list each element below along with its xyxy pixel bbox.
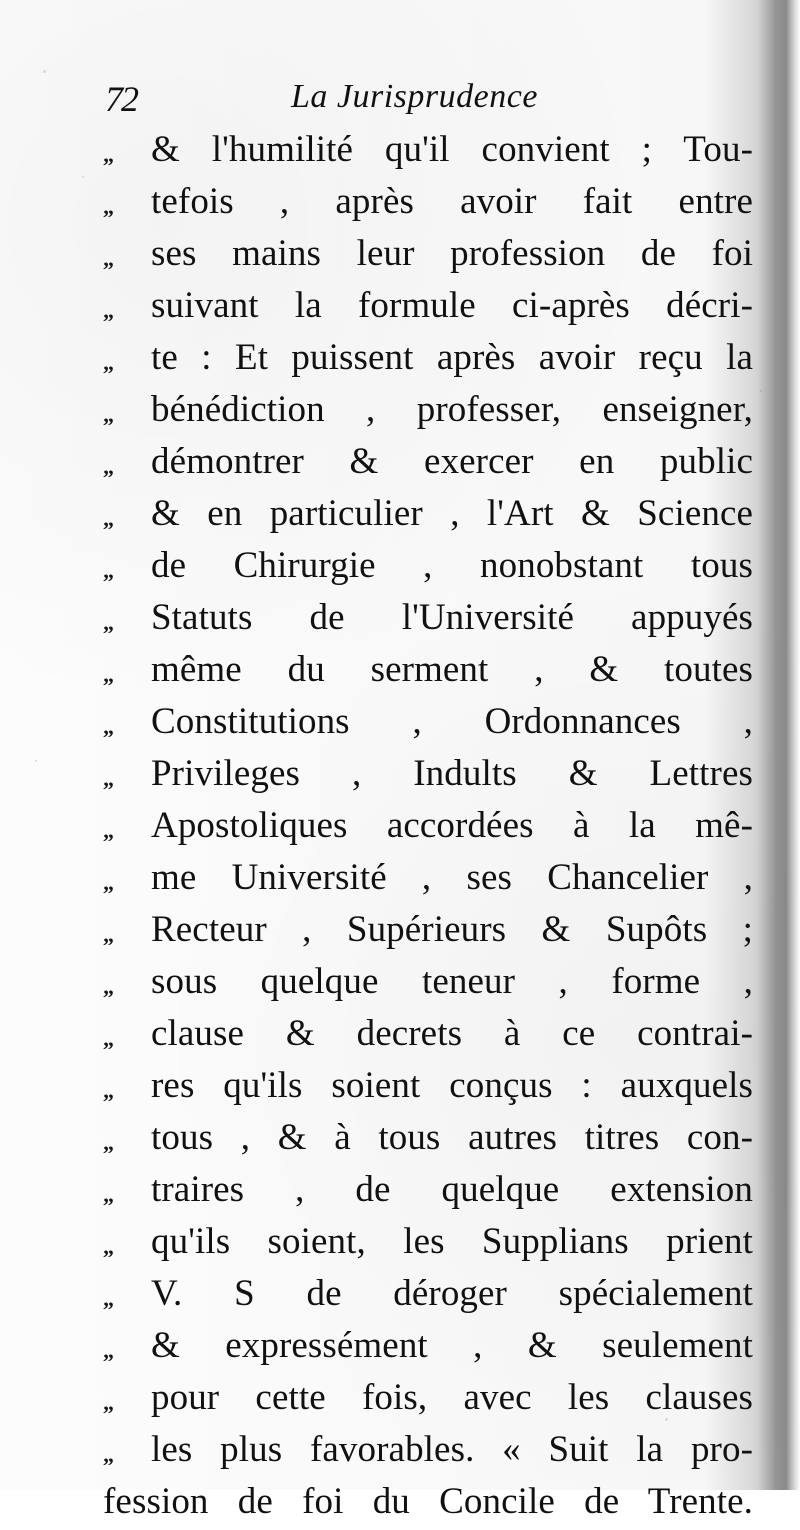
line-text: qu'ils soient, les Supplians prient bbox=[151, 1221, 753, 1262]
quote-mark: „ bbox=[103, 1442, 114, 1467]
text-line bbox=[103, 282, 763, 334]
text-line bbox=[103, 1062, 763, 1114]
quote-mark: „ bbox=[103, 870, 114, 895]
text-line bbox=[103, 1478, 763, 1530]
line-text: & l'humilité qu'il convient ; Tou- bbox=[151, 129, 753, 170]
page-number: 72 bbox=[105, 79, 137, 119]
quote-mark: „ bbox=[103, 818, 114, 843]
page-header bbox=[105, 78, 585, 120]
text-line bbox=[103, 854, 763, 906]
paper-speck bbox=[82, 176, 84, 178]
text-line bbox=[103, 438, 763, 490]
line-text: Privileges , Indults & Lettres bbox=[151, 753, 753, 794]
text-line bbox=[103, 230, 763, 282]
quote-mark: „ bbox=[103, 922, 114, 947]
text-line bbox=[103, 1322, 763, 1374]
line-text: Recteur , Supérieurs & Supôts ; bbox=[151, 909, 753, 950]
text-line bbox=[103, 178, 763, 230]
line-text: Constitutions , Ordonnances , bbox=[151, 701, 753, 742]
line-text: res qu'ils soient conçus : auxquels bbox=[151, 1065, 753, 1106]
line-text: tous , & à tous autres titres con- bbox=[151, 1117, 753, 1158]
body-text bbox=[103, 126, 763, 1530]
line-text: te : Et puissent après avoir reçu la bbox=[151, 337, 753, 378]
line-text: Statuts de l'Université appuyés bbox=[151, 597, 753, 638]
text-line bbox=[103, 1218, 763, 1270]
line-text: démontrer & exercer en public bbox=[151, 441, 753, 482]
line-text: & expressément , & seulement bbox=[151, 1325, 753, 1366]
line-text: & en particulier , l'Art & Science bbox=[151, 493, 753, 534]
text-line bbox=[103, 1166, 763, 1218]
line-text: me Université , ses Chancelier , bbox=[151, 857, 753, 898]
quote-mark: „ bbox=[103, 506, 114, 531]
quote-mark: „ bbox=[103, 662, 114, 687]
quote-mark: „ bbox=[103, 1390, 114, 1415]
text-line bbox=[103, 906, 763, 958]
quote-mark: „ bbox=[103, 1026, 114, 1051]
quote-mark: „ bbox=[103, 1078, 114, 1103]
line-text: bénédiction , professer, enseigner, bbox=[151, 389, 753, 430]
text-line bbox=[103, 126, 763, 178]
line-text: sous quelque teneur , forme , bbox=[151, 961, 753, 1002]
quote-mark: „ bbox=[103, 766, 114, 791]
quote-mark: „ bbox=[103, 454, 114, 479]
quote-mark: „ bbox=[103, 1338, 114, 1363]
line-text: tefois , après avoir fait entre bbox=[151, 181, 753, 222]
book-gutter-shadow bbox=[758, 0, 800, 1490]
text-line bbox=[103, 594, 763, 646]
line-text: Apostoliques accordées à la mê- bbox=[151, 805, 753, 846]
quote-mark: „ bbox=[103, 558, 114, 583]
running-title: La Jurisprudence bbox=[291, 78, 538, 115]
line-text: clause & decrets à ce contrai- bbox=[151, 1013, 753, 1054]
quote-mark: „ bbox=[103, 142, 114, 167]
line-text: les plus favorables. « Suit la pro- bbox=[151, 1429, 753, 1470]
text-line bbox=[103, 1374, 763, 1426]
text-line bbox=[103, 334, 763, 386]
line-text: suivant la formule ci-après décri- bbox=[151, 285, 753, 326]
quote-mark: „ bbox=[103, 714, 114, 739]
text-line bbox=[103, 1426, 763, 1478]
text-line bbox=[103, 490, 763, 542]
quote-mark: „ bbox=[103, 298, 114, 323]
paper-speck bbox=[43, 70, 46, 73]
text-line bbox=[103, 1270, 763, 1322]
text-line bbox=[103, 958, 763, 1010]
quote-mark: „ bbox=[103, 610, 114, 635]
text-line bbox=[103, 386, 763, 438]
line-text: même du serment , & toutes bbox=[151, 649, 753, 690]
quote-mark: „ bbox=[103, 402, 114, 427]
quote-mark: „ bbox=[103, 194, 114, 219]
line-text: V. S de déroger spécialement bbox=[151, 1273, 753, 1314]
line-text: de Chirurgie , nonobstant tous bbox=[151, 545, 753, 586]
quote-mark: „ bbox=[103, 1234, 114, 1259]
line-text: fession de foi du Concile de Trente. bbox=[103, 1481, 753, 1522]
text-line bbox=[103, 646, 763, 698]
paper-speck bbox=[760, 390, 762, 392]
line-text: traires , de quelque extension bbox=[151, 1169, 753, 1210]
line-text: pour cette fois, avec les clauses bbox=[151, 1377, 753, 1418]
text-line bbox=[103, 542, 763, 594]
quote-mark: „ bbox=[103, 246, 114, 271]
text-line bbox=[103, 802, 763, 854]
line-text: ses mains leur profession de foi bbox=[151, 233, 753, 274]
text-line bbox=[103, 1010, 763, 1062]
quote-mark: „ bbox=[103, 1130, 114, 1155]
text-line bbox=[103, 698, 763, 750]
quote-mark: „ bbox=[103, 350, 114, 375]
quote-mark: „ bbox=[103, 974, 114, 999]
quote-mark: „ bbox=[103, 1182, 114, 1207]
quote-mark: „ bbox=[103, 1286, 114, 1311]
text-line bbox=[103, 1114, 763, 1166]
paper-speck bbox=[665, 1418, 668, 1421]
text-line bbox=[103, 750, 763, 802]
paper-speck bbox=[35, 760, 37, 762]
